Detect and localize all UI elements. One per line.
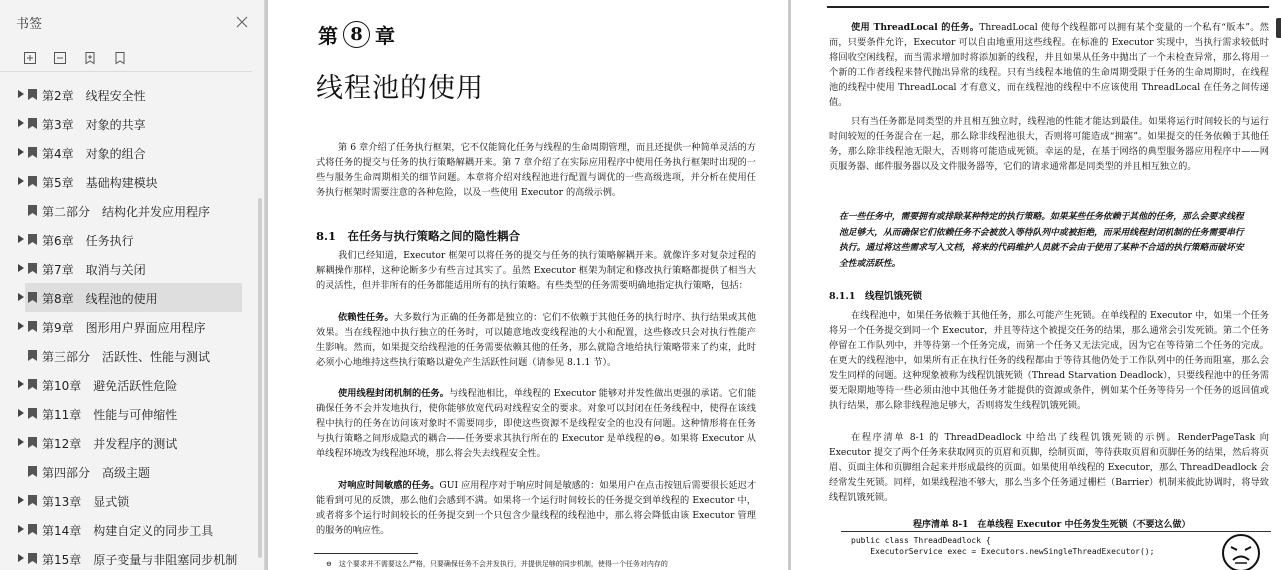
bookmark-icon xyxy=(28,379,37,390)
bookmark-item[interactable] xyxy=(0,457,258,486)
expand-caret-icon[interactable] xyxy=(18,322,24,330)
section-title: 8.1 在任务与执行策略之间的隐性耦合 xyxy=(316,229,521,243)
header-rule xyxy=(827,6,1269,8)
bookmark-label: 第9章 图形用户界面应用程序 xyxy=(42,321,206,335)
bookmarks-sidebar xyxy=(0,0,265,570)
paragraph-lead: 使用 ThreadLocal 的任务。 xyxy=(851,22,980,33)
chapter-suffix: 章 xyxy=(375,24,395,48)
expand-caret-icon[interactable] xyxy=(18,525,24,533)
bookmark-item[interactable] xyxy=(0,109,258,138)
footnote: ⊖ 这个要求并不需要这么严格，只要确保任务不会并发执行，并提供足够的同步机制，使得一个任务对内存的 xyxy=(326,560,668,568)
expand-caret-icon[interactable] xyxy=(18,293,24,301)
bookmark-item[interactable] xyxy=(0,399,258,428)
bookmark-item[interactable] xyxy=(0,515,258,544)
expand-caret-icon[interactable] xyxy=(18,119,24,127)
expand-caret-icon[interactable] xyxy=(18,438,24,446)
bookmark-label: 第3章 对象的共享 xyxy=(42,118,146,132)
bookmark-item[interactable] xyxy=(0,196,258,225)
bookmark-label: 第四部分 高级主题 xyxy=(42,466,151,480)
bookmark-label: 第8章 线程池的使用 xyxy=(42,292,158,306)
expand-caret-icon[interactable] xyxy=(18,90,24,98)
bookmark-icon[interactable] xyxy=(112,50,128,66)
bookmark-icon xyxy=(28,234,37,245)
expand-caret-icon[interactable] xyxy=(18,235,24,243)
bookmark-icon xyxy=(28,524,37,535)
bookmark-item[interactable] xyxy=(0,225,258,254)
bookmark-icon xyxy=(28,89,37,100)
bookmark-icon xyxy=(28,292,37,303)
bookmark-label: 第10章 避免活跃性危险 xyxy=(42,379,178,393)
bookmark-label: 第2章 线程安全性 xyxy=(42,89,146,103)
body-paragraph: 在线程池中，如果任务依赖于其他任务，那么可能产生死锁。在单线程的 Executor 中，如果一个任务将另一个任务提交到同一个 Executor，并且等待这个被提交任务的结果，那么通常会引发死锁。第二个任务停留在工作队列中，并等待第一个任务完成，而第一个任务又无法完成，因为它在等待第二个任务的完成。在更大的线程池中，如果所有正在执行任务的线程都由于等待其他仍处于工作队列中的任务而阻塞，那么会发生同样的问题。这种现象被称为线程饥饿死锁（Thread Starvation Deadlock），只要线程池中的任务需要无限期地等待一些必须由池中其他任务才能提供的资源或条件，例如某个任务等待另一个任务的返回值或执行结果，那么除非线程池足够大，否则将发生线程饥饿死锁。 xyxy=(829,310,1269,411)
bookmark-item[interactable] xyxy=(0,254,258,283)
chapter-prefix: 第 xyxy=(318,24,338,48)
subsection-title: 8.1.1 线程饥饿死锁 xyxy=(829,291,922,302)
intro-paragraph: 第 6 章介绍了任务执行框架，它不仅能简化任务与线程的生命周期管理，而且还提供一种简单灵活的方式将任务的提交与任务的执行策略解耦开来。第 7 章介绍了在实际应用程序中使用任务执行框架时出现的一些与服务生命周期相关的细节问题。本章将介绍对线程池进行配置与调优的一些高级选项，并分析在使用任务执行框架时需要注意的各种危险，以及一些使用 Executor 的高级示例。 xyxy=(316,142,756,198)
bookmark-label: 第6章 任务执行 xyxy=(42,234,134,248)
expand-caret-icon[interactable] xyxy=(18,409,24,417)
bookmark-icon xyxy=(28,408,37,419)
bookmark-item[interactable] xyxy=(0,370,258,399)
listing-rule xyxy=(841,531,1271,532)
listing-title: 程序清单 8-1 在单线程 Executor 中任务发生死锁（不要这么做） xyxy=(913,520,1191,530)
collapse-all-icon[interactable] xyxy=(52,50,68,66)
bookmark-label: 第二部分 结构化并发应用程序 xyxy=(42,205,211,219)
bookmark-icon xyxy=(28,350,37,361)
bookmark-icon xyxy=(28,437,37,448)
paragraph-text: GUI 应用程序对于响应时间是敏感的：如果用户在点击按钮后需要很长延迟才能看到可见的反馈，那么他们会感到不满。如果将一个运行时间较长的任务提交到单线程的 Executor 中，或者将多个运行时间较长的任务提交到一个只包含少量线程的线程池中，那么将会降低由该 Executor 管理的服务的响应性。 xyxy=(316,480,757,536)
sidebar-toolbar xyxy=(0,44,252,72)
bookmark-item[interactable] xyxy=(0,486,258,515)
body-paragraph: 在程序清单 8-1 的 ThreadDeadlock 中给出了线程饥饿死锁的示例。RenderPageTask 向 Executor 提交了两个任务来获取网页的页眉和页脚，绘制页面，等待获取页眉和页脚任务的结果，然后将页眉、页面主体和页脚组合起来并形成最终的页面。如果使用单线程的 Executor，那么 ThreadDeadlock 会经常发生死锁。同样，如果线程池不够大，那么当多个任务通过栅栏（Barrier）机制来彼此协调时，将导致线程饥饿死锁。 xyxy=(829,432,1269,503)
paragraph-lead: 使用线程封闭机制的任务。 xyxy=(338,388,450,399)
bookmark-label: 第15章 原子变量与非阻塞同步机制 xyxy=(42,553,238,567)
bookmark-icon xyxy=(28,263,37,274)
code-line: public class ThreadDeadlock { xyxy=(851,536,991,545)
chapter-number-circle: 8 xyxy=(343,21,370,48)
bookmark-list xyxy=(0,80,258,570)
expand-caret-icon[interactable] xyxy=(18,177,24,185)
body-paragraph xyxy=(316,478,756,538)
bookmark-label: 第11章 性能与可伸缩性 xyxy=(42,408,178,422)
bookmark-icon xyxy=(28,321,37,332)
paragraph-text: 大多数行为正确的任务都是独立的：它们不依赖于其他任务的执行时序、执行结果或其他效果。当在线程池中执行独立的任务时，可以随意地改变线程池的大小和配置，这些修改只会对执行性能产生影响。然而，如果提交给线程池的任务需要依赖其他的任务，那么就隐含地给执行策略带来了约束，此时必须小心地维持这些执行策略以避免产生活跃性问题（请参见 8.1.1 节）。 xyxy=(316,312,757,368)
bookmark-icon xyxy=(28,147,37,158)
bookmark-icon xyxy=(28,176,37,187)
expand-caret-icon[interactable] xyxy=(18,380,24,388)
expand-caret-icon[interactable] xyxy=(18,148,24,156)
bookmark-item-selected[interactable] xyxy=(25,283,242,312)
chapter-title: 线程池的使用 xyxy=(316,73,484,104)
emphasis-quote: 在一些任务中，需要拥有或排除某种特定的执行策略。如果某些任务依赖于其他的任务，那么会要求线程池足够大，从而确保它们依赖任务不会被放入等待队列中或被拒绝，而采用线程封闭机制的任务需要串行执行。通过将这些需求写入文档，将来的代码维护人员就不会由于使用了某种不合适的执行策略而破坏安全性或活跃性。 xyxy=(839,212,1244,269)
document-page-left xyxy=(268,0,788,570)
body-paragraph xyxy=(829,20,1269,110)
bookmark-item[interactable] xyxy=(0,312,258,341)
paragraph-text: ThreadLocal 使每个线程都可以拥有某个变量的一个私有“版本”。然而，只要条件允许，Executor 可以自由地重用这些线程。在标准的 Executor 实现中，当执行需求较低时将回收空闲线程，而当需求增加时将添加新的线程，并且如果从任务中抛出了一个未检查异常，那么将用一个新的工作者线程来替代抛出异常的线程。只有当线程本地值的生命周期受限于任务的生命周期时，在线程池的线程中使用 ThreadLocal 才有意义，而在线程池的线程中不应该使用 ThreadLocal 在任务之间传递值。 xyxy=(829,22,1269,108)
sidebar-scrollbar[interactable] xyxy=(258,198,262,558)
bookmark-label: 第7章 取消与关闭 xyxy=(42,263,146,277)
bookmark-icon xyxy=(28,466,37,477)
bookmark-item[interactable] xyxy=(0,80,258,109)
expand-caret-icon[interactable] xyxy=(18,496,24,504)
bookmark-icon xyxy=(28,495,37,506)
body-paragraph: 只有当任务都是同类型的并且相互独立时，线程池的性能才能达到最佳。如果将运行时间较长的与运行时间较短的任务混合在一起，那么除非线程池很大，否则将可能造成“拥塞”。如果提交的任务依赖于其他任务，那么除非线程池无限大，否则将可能造成死锁。幸运的是，在基于网络的典型服务器应用程序中——网页服务器、邮件服务器以及文件服务器等，它们的请求通常都是同类型的并且相互独立的。 xyxy=(829,116,1269,172)
expand-caret-icon[interactable] xyxy=(18,264,24,272)
paragraph-text: 与线程池相比，单线程的 Executor 能够对并发性做出更强的承诺。它们能确保任务不会并发地执行，使你能够放宽代码对线程安全的要求。对象可以封闭在任务线程中，使得在该线程中执行的任务在访问该对象时不需要同步，即使这些资源不是线程安全的也没有问题。这种情形将在任务与执行策略之间形成隐式的耦合——任务要求其执行所在的 Executor 是单线程的⊖。如果将 Executor 从单线程环境改为线程池环境，那么将会失去线程安全性。 xyxy=(316,388,757,459)
add-bookmark-icon[interactable] xyxy=(82,50,98,66)
body-paragraph xyxy=(316,310,756,370)
expand-caret-icon[interactable] xyxy=(18,554,24,562)
bookmark-item[interactable] xyxy=(0,341,258,370)
bookmark-item[interactable] xyxy=(0,167,258,196)
bookmark-label: 第三部分 活跃性、性能与测试 xyxy=(42,350,211,364)
footnote-rule xyxy=(314,553,418,554)
paragraph-lead: 对响应时间敏感的任务。 xyxy=(338,480,440,491)
bookmark-item[interactable] xyxy=(0,428,258,457)
bookmark-label: 第4章 对象的组合 xyxy=(42,147,146,161)
chapter-number xyxy=(318,20,395,49)
document-page-right xyxy=(791,0,1281,570)
bookmark-label: 第12章 并发程序的测试 xyxy=(42,437,178,451)
warning-face-icon xyxy=(1221,533,1261,570)
body-paragraph: 我们已经知道，Executor 框架可以将任务的提交与任务的执行策略解耦开来。就像许多对复杂过程的解耦操作那样，这种论断多少有些言过其实了。虽然 Executor 框架为制定和修改执行策略都提供了相当大的灵活性，但并非所有的任务都能适用所有的执行策略。有些类型的任务需要明确地指定执行策略，包括： xyxy=(316,250,756,291)
close-icon[interactable] xyxy=(234,14,250,30)
bookmark-icon xyxy=(28,118,37,129)
bookmark-label: 第13章 显式锁 xyxy=(42,495,130,509)
expand-all-icon[interactable] xyxy=(22,50,38,66)
code-listing xyxy=(851,535,1154,557)
body-paragraph xyxy=(316,386,756,461)
code-line: ExecutorService exec = Executors.newSingleThreadExecutor(); xyxy=(851,547,1155,556)
bookmark-label: 第14章 构建自定义的同步工具 xyxy=(42,524,214,538)
paragraph-lead: 依赖性任务。 xyxy=(338,312,394,323)
bookmark-label: 第5章 基础构建模块 xyxy=(42,176,158,190)
bookmark-item[interactable] xyxy=(0,138,258,167)
bookmark-item[interactable] xyxy=(0,544,258,570)
sidebar-title: 书签 xyxy=(16,16,43,32)
bookmark-icon xyxy=(28,553,37,564)
page-edge-handle[interactable] xyxy=(1276,18,1281,38)
bookmark-icon xyxy=(28,205,37,216)
sidebar-header xyxy=(0,0,264,44)
